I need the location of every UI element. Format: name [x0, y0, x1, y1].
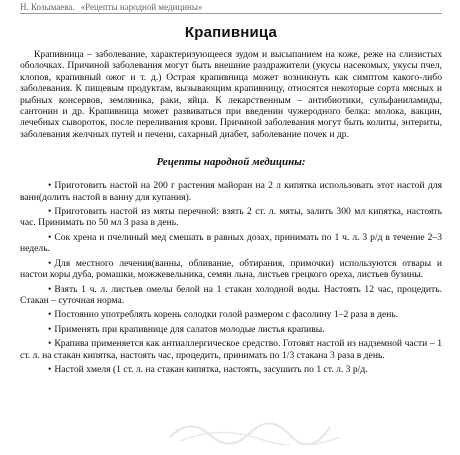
- recipe-item: • Постоянно употреблять корень солодки голой размером с фасолину 1–2 раза в день.: [20, 309, 442, 320]
- bullet-icon: •: [48, 309, 52, 321]
- bullet-icon: •: [48, 257, 52, 269]
- page-title: Крапивница: [184, 24, 278, 41]
- bullet-icon: •: [48, 323, 52, 335]
- running-head-author: Н. Козымаева.: [20, 2, 75, 12]
- bullet-icon: •: [48, 338, 52, 350]
- running-head-book-title: «Рецепты народной медицины»: [80, 2, 203, 12]
- watermark-graphic: [0, 415, 460, 445]
- bullet-icon: •: [48, 231, 52, 243]
- bullet-icon: •: [48, 283, 52, 295]
- recipe-item: • Взять 1 ч. л. листьев омелы белой на 1 стакан холодной воды. Настоять 12 час, процедить. Стакан – суточная норма.: [20, 283, 442, 306]
- recipe-item: • Для местного лечения(ванны, обливание, обтирания, примочки) используются отвары и настои коры дуба, ромашки, можжевельника, семян льна, листьев грецкого ореха, листьев бузины.: [20, 257, 442, 281]
- recipe-item: • Настой хмеля (1 ст. л. на стакан кипятка, настоять, засушить по 1 ст. л. 3 р/д.: [20, 364, 442, 375]
- recipes-heading: Рецепты народной медицины:: [156, 156, 306, 169]
- recipe-item: • Применять при крапивнице для салатов молодые листья крапивы.: [20, 324, 442, 335]
- bullet-icon: •: [48, 363, 52, 375]
- recipe-item: • Сок хрена и пчелиный мед смешать в равных дозах, принимать по 1 ч. л. 3 р/д в течение 2–3 недель.: [20, 231, 442, 255]
- recipe-item: • Приготовить настой из мяты перечной: взять 2 ст. л. мяты, залить 300 мл кипятка, настоять час. Принимать по 50 мл 3 раза в день.: [20, 206, 442, 229]
- running-head: [20, 0, 442, 14]
- bullet-icon: •: [48, 206, 52, 218]
- recipe-item: • Крапива применяется как антиаллергическое средство. Готовят настой из надземной части – 1 ст. л. на стакан кипятка, настоять час, процедить, принимать по 1/3 стакана 3 раза в день.: [20, 338, 442, 361]
- recipe-item: • Приготовить настой на 200 г растения майоран на 2 л кипятка использовать этот настой для ванн(долить настой в ванну для купания).: [20, 180, 442, 203]
- intro-paragraph: Крапивница – заболевание, характеризующееся зудом и высыпанием на коже, реже на слизистых оболочках. Причиной заболевания могут быть внешние раздражители (укусы насекомых, укусы пчел, клопов, крапивный ожог и т. д.) Острая крапивница может возникнуть как симптом какого-либо заболевания. К пищевым продуктам, вызывающим крапивницу, относятся некоторые сорта мясных и рыбных консервов, земляника, раки, яйца. К лекарственным – антибиотики, сульфаниламиды, сантонин и др. Крапивница может развиваться при введении чужеродного белка: молока, вакцин, лечебных сывороток, после переливания крови. Причиной заболевания могут быть колиты, энтериты, заболевания желчных путей и печени, сахарный диабет, заболевание почек и др.: [20, 49, 442, 140]
- recipe-list: [20, 180, 442, 375]
- bullet-icon: •: [48, 180, 52, 192]
